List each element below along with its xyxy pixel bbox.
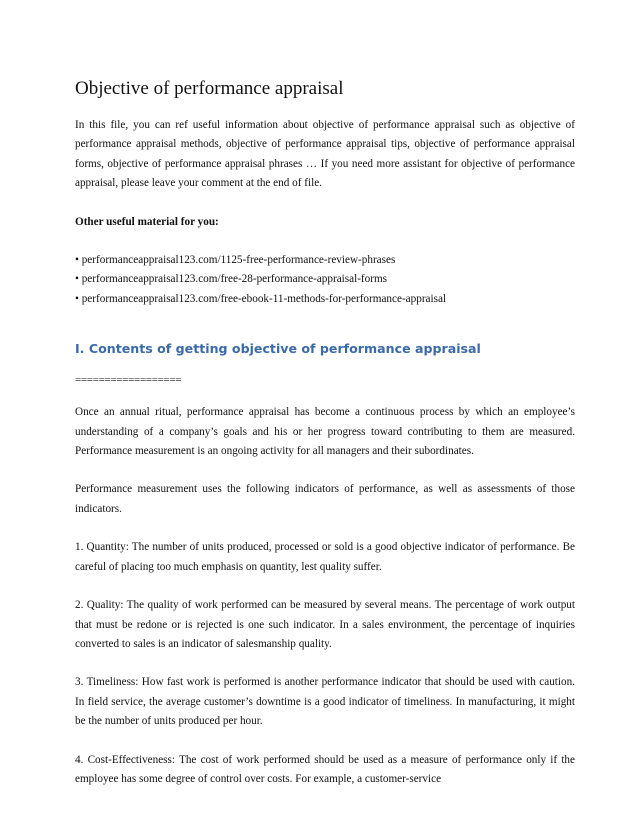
spacer <box>75 577 575 596</box>
document-page <box>75 78 575 789</box>
section-heading: I. Contents of getting objective of performance appraisal <box>75 341 481 357</box>
body-paragraph: 4. Cost-Effectiveness: The cost of work performed should be used as a measure of performance only if the employee has some degree of control over costs. For example, a customer-service <box>75 753 575 785</box>
page-title: Objective of performance appraisal <box>75 78 344 99</box>
link-item[interactable]: • performanceappraisal123.com/free-28-performance-appraisal-forms <box>75 273 388 286</box>
link-list <box>75 251 575 309</box>
spacer <box>75 519 575 538</box>
spacer <box>75 732 575 751</box>
body-paragraph: 1. Quantity: The number of units produced, processed or sold is a good objective indicator of performance. Be careful of placing too much emphasis on quantity, lest quality suffer. <box>75 541 575 573</box>
body-paragraph: Performance measurement uses the following indicators of performance, as well as assessments of those indicators. <box>75 483 575 515</box>
body-paragraph: 3. Timeliness: How fast work is performed is another performance indicator that should be used with caution. In field service, the average customer’s downtime is a good indicator of timeliness. In manufacturing, it might be the number of units produced per hour. <box>75 676 575 728</box>
body-paragraph: Once an annual ritual, performance appraisal has become a continuous process by which an employee’s understanding of a company’s goals and his or her progress toward contributing to them are measured. Performance measurement is an ongoing activity for all managers and their subordinates. <box>75 406 575 458</box>
spacer <box>75 194 575 213</box>
intro-paragraph: In this file, you can ref useful information about objective of performance appraisal such as objective of performance appraisal methods, objective of performance appraisal tips, objective of performance appraisal forms, objective of performance appraisal phrases … If you need more assistant for objective of performance appraisal, please leave your comment at the end of file. <box>75 119 575 190</box>
spacer <box>75 654 575 673</box>
spacer <box>75 232 575 251</box>
spacer <box>75 461 575 480</box>
link-item[interactable]: • performanceappraisal123.com/1125-free-performance-review-phrases <box>75 254 396 267</box>
link-item[interactable]: • performanceappraisal123.com/free-ebook-11-methods-for-performance-appraisal <box>75 292 447 305</box>
separator-line: ================== <box>75 374 182 387</box>
useful-material-label: Other useful material for you: <box>75 215 219 228</box>
body-paragraph: 2. Quality: The quality of work performed can be measured by several means. The percentage of work output that must be redone or is rejected is one such indicator. In a sales environment, the percentage of inquiries converted to sales is an indicator of salesmanship quality. <box>75 599 575 650</box>
